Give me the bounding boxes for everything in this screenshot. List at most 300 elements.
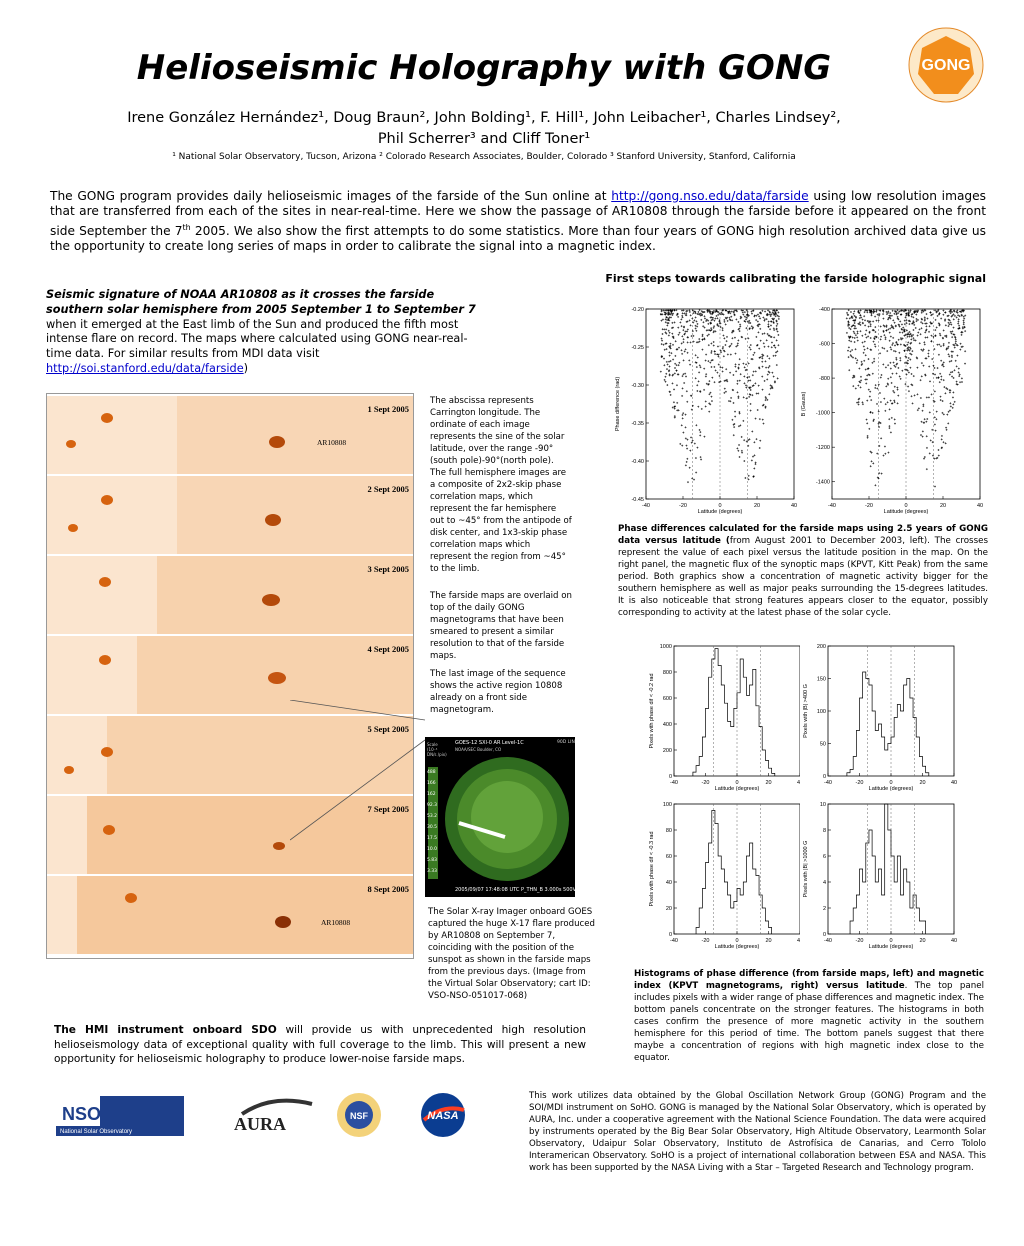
data-point bbox=[847, 350, 849, 352]
data-point bbox=[705, 400, 707, 402]
data-point bbox=[951, 311, 953, 313]
data-point bbox=[875, 320, 877, 322]
x-tick-label: 40 bbox=[790, 503, 798, 509]
map-date-label: 8 Sept 2005 bbox=[367, 884, 409, 894]
y-tick-label: 0 bbox=[822, 774, 826, 780]
data-point bbox=[862, 403, 864, 405]
data-point bbox=[769, 365, 771, 367]
data-point bbox=[705, 354, 707, 356]
data-point bbox=[676, 402, 678, 404]
poster-title: Helioseismic Holography with GONG bbox=[136, 48, 832, 88]
data-point bbox=[752, 374, 754, 376]
data-point bbox=[700, 456, 702, 458]
data-point bbox=[752, 309, 754, 311]
data-point bbox=[745, 327, 747, 329]
data-point bbox=[930, 340, 932, 342]
data-point bbox=[669, 332, 671, 334]
data-point bbox=[771, 342, 773, 344]
data-point bbox=[963, 320, 965, 322]
data-point bbox=[755, 370, 757, 372]
y-tick-label: 100 bbox=[662, 802, 672, 808]
data-point bbox=[855, 334, 857, 336]
data-point bbox=[730, 316, 732, 318]
data-point bbox=[707, 329, 709, 331]
data-point bbox=[691, 409, 693, 411]
data-point bbox=[678, 347, 680, 349]
nso-logo-subtext: National Solar Observatory bbox=[60, 1129, 133, 1135]
data-point bbox=[734, 366, 736, 368]
data-point bbox=[682, 432, 684, 434]
data-point bbox=[901, 323, 903, 325]
data-point bbox=[926, 447, 928, 449]
data-point bbox=[735, 345, 737, 347]
x-tick-label: 40 bbox=[950, 938, 958, 944]
data-point bbox=[762, 419, 764, 421]
data-point bbox=[892, 319, 894, 321]
data-point bbox=[871, 314, 873, 316]
data-point bbox=[889, 340, 891, 342]
data-point bbox=[928, 355, 930, 357]
data-point bbox=[940, 345, 942, 347]
data-point bbox=[688, 309, 690, 311]
data-point bbox=[938, 312, 940, 314]
data-point bbox=[666, 361, 668, 363]
data-point bbox=[943, 386, 945, 388]
data-point bbox=[689, 450, 691, 452]
data-point bbox=[674, 355, 676, 357]
author-list bbox=[0, 108, 968, 150]
data-point bbox=[929, 325, 931, 327]
data-point bbox=[945, 442, 947, 444]
data-point bbox=[886, 329, 888, 331]
data-point bbox=[750, 403, 752, 405]
data-point bbox=[890, 376, 892, 378]
x-tick-label: 0 bbox=[889, 780, 893, 786]
data-point bbox=[894, 322, 896, 324]
data-point bbox=[686, 330, 688, 332]
data-point bbox=[911, 350, 913, 352]
data-point bbox=[948, 353, 950, 355]
data-point bbox=[700, 366, 702, 368]
data-point bbox=[742, 363, 744, 365]
nasa-logo bbox=[418, 1090, 468, 1140]
data-point bbox=[880, 401, 882, 403]
data-point bbox=[860, 314, 862, 316]
data-point bbox=[732, 374, 734, 376]
data-point bbox=[855, 357, 857, 359]
data-point bbox=[685, 310, 687, 312]
data-point bbox=[945, 427, 947, 429]
data-point bbox=[857, 310, 859, 312]
data-point bbox=[847, 325, 849, 327]
data-point bbox=[699, 434, 701, 436]
data-point bbox=[689, 364, 691, 366]
data-point bbox=[923, 458, 925, 460]
data-point bbox=[954, 344, 956, 346]
data-point bbox=[745, 384, 747, 386]
connector-lines bbox=[290, 700, 430, 850]
intro-text: The GONG program provides daily helioseismic images of the farside of the Sun online at bbox=[50, 189, 612, 203]
data-point bbox=[900, 314, 902, 316]
data-point bbox=[936, 411, 938, 413]
data-point bbox=[913, 324, 915, 326]
data-point bbox=[894, 386, 896, 388]
data-point bbox=[726, 336, 728, 338]
data-point bbox=[854, 341, 856, 343]
data-point bbox=[761, 310, 763, 312]
data-point bbox=[665, 381, 667, 383]
data-point bbox=[850, 340, 852, 342]
data-point bbox=[848, 369, 850, 371]
data-point bbox=[856, 359, 858, 361]
data-point bbox=[723, 337, 725, 339]
data-point bbox=[665, 328, 667, 330]
data-point bbox=[943, 413, 945, 415]
data-point bbox=[944, 320, 946, 322]
goes-scale-value: 10.0 bbox=[427, 847, 438, 852]
data-point bbox=[883, 348, 885, 350]
data-point bbox=[934, 390, 936, 392]
data-point bbox=[716, 317, 718, 319]
data-point bbox=[681, 424, 683, 426]
data-point bbox=[728, 346, 730, 348]
data-point bbox=[690, 436, 692, 438]
data-point bbox=[696, 384, 698, 386]
aura-logo bbox=[232, 1090, 316, 1140]
y-tick-label: 60 bbox=[665, 854, 672, 860]
data-point bbox=[765, 396, 767, 398]
data-point bbox=[690, 335, 692, 337]
data-point bbox=[712, 359, 714, 361]
data-point bbox=[735, 318, 737, 320]
data-point bbox=[734, 411, 736, 413]
data-point bbox=[890, 400, 892, 402]
goes-sxi-image bbox=[425, 737, 575, 897]
data-point bbox=[936, 326, 938, 328]
data-point bbox=[897, 367, 899, 369]
data-point bbox=[929, 411, 931, 413]
y-tick-label: 800 bbox=[662, 670, 672, 676]
data-point bbox=[952, 344, 954, 346]
x-tick-label: 0 bbox=[735, 938, 739, 944]
data-point bbox=[921, 312, 923, 314]
data-point bbox=[748, 376, 750, 378]
data-point bbox=[961, 377, 963, 379]
data-point bbox=[670, 316, 672, 318]
x-axis-label: Latitude (degrees) bbox=[714, 944, 760, 950]
data-point bbox=[932, 441, 934, 443]
data-point bbox=[704, 315, 706, 317]
gong-logo-text: GONG bbox=[921, 57, 971, 74]
data-point bbox=[773, 345, 775, 347]
farside-map bbox=[47, 876, 413, 954]
data-point bbox=[937, 449, 939, 451]
mdi-farside-link[interactable]: http://soi.stanford.edu/data/farside bbox=[46, 361, 244, 375]
data-point bbox=[900, 343, 902, 345]
data-point bbox=[860, 386, 862, 388]
data-point bbox=[864, 319, 866, 321]
data-point bbox=[735, 353, 737, 355]
data-point bbox=[684, 350, 686, 352]
data-point bbox=[908, 310, 910, 312]
data-point bbox=[695, 424, 697, 426]
data-point bbox=[713, 366, 715, 368]
data-point bbox=[678, 409, 680, 411]
data-point bbox=[717, 345, 719, 347]
data-point bbox=[678, 364, 680, 366]
data-point bbox=[776, 339, 778, 341]
data-point bbox=[955, 360, 957, 362]
data-point bbox=[761, 376, 763, 378]
data-point bbox=[917, 319, 919, 321]
data-point bbox=[745, 338, 747, 340]
data-point bbox=[896, 387, 898, 389]
data-point bbox=[906, 349, 908, 351]
data-point bbox=[767, 309, 769, 311]
data-point bbox=[916, 393, 918, 395]
data-point bbox=[892, 390, 894, 392]
data-point bbox=[881, 473, 883, 475]
data-point bbox=[707, 360, 709, 362]
data-point bbox=[927, 353, 929, 355]
data-point bbox=[751, 325, 753, 327]
map-date-label: 3 Sept 2005 bbox=[367, 564, 409, 574]
intro-sup: th bbox=[182, 222, 191, 232]
data-point bbox=[666, 324, 668, 326]
data-point bbox=[915, 314, 917, 316]
data-point bbox=[866, 400, 868, 402]
data-point bbox=[943, 441, 945, 443]
data-point bbox=[731, 419, 733, 421]
data-point bbox=[930, 439, 932, 441]
data-point bbox=[950, 371, 952, 373]
data-point bbox=[742, 420, 744, 422]
data-point bbox=[959, 373, 961, 375]
x-tick-label: -20 bbox=[701, 780, 710, 786]
goes-caption: The Solar X-ray Imager onboard GOES captured the huge X-17 flare produced by AR10808 on September 7, coinciding with the position of the sunspot as shown in the farside maps from the previous days. (Image from the Virtual Solar Observatory; cart ID: VSO-NSO-051017-068) bbox=[428, 907, 595, 1001]
data-point bbox=[906, 319, 908, 321]
data-point bbox=[739, 456, 741, 458]
data-point bbox=[766, 339, 768, 341]
data-point bbox=[919, 342, 921, 344]
data-point bbox=[920, 333, 922, 335]
data-point bbox=[733, 426, 735, 428]
x-tick-label: 40 bbox=[796, 780, 804, 786]
data-point bbox=[743, 382, 745, 384]
data-point bbox=[947, 325, 949, 327]
data-point bbox=[762, 389, 764, 391]
data-point bbox=[767, 333, 769, 335]
data-point bbox=[880, 437, 882, 439]
data-point bbox=[710, 342, 712, 344]
data-point bbox=[935, 457, 937, 459]
data-point bbox=[917, 335, 919, 337]
data-point bbox=[719, 366, 721, 368]
data-point bbox=[708, 393, 710, 395]
data-point bbox=[710, 316, 712, 318]
x-axis-label: Latitude (degrees) bbox=[868, 944, 914, 950]
data-point bbox=[878, 319, 880, 321]
data-point bbox=[924, 316, 926, 318]
data-point bbox=[681, 335, 683, 337]
data-point bbox=[661, 309, 663, 311]
data-point bbox=[661, 333, 663, 335]
hmi-text: will provide us with unprecedented high resolution helioseismology data of exceptional quality with full coverage to the limb. This will present a new opportunity for helioseismic holography to produce lower-noise farside maps. bbox=[54, 1024, 586, 1065]
data-point bbox=[702, 334, 704, 336]
farside-map-image bbox=[47, 476, 413, 554]
data-point bbox=[767, 346, 769, 348]
data-point bbox=[745, 397, 747, 399]
y-tick-label: -600 bbox=[818, 341, 830, 348]
data-point bbox=[952, 403, 954, 405]
data-point bbox=[866, 419, 868, 421]
y-tick-label: -0.35 bbox=[631, 421, 644, 427]
data-point bbox=[677, 327, 679, 329]
data-point bbox=[711, 350, 713, 352]
data-point bbox=[739, 380, 741, 382]
data-point bbox=[707, 320, 709, 322]
data-point bbox=[735, 370, 737, 372]
data-point bbox=[682, 341, 684, 343]
data-point bbox=[703, 436, 705, 438]
data-point bbox=[724, 344, 726, 346]
data-point bbox=[675, 370, 677, 372]
data-point bbox=[931, 429, 933, 431]
data-point bbox=[857, 323, 859, 325]
data-point bbox=[893, 350, 895, 352]
data-point bbox=[737, 339, 739, 341]
seismic-signature-heading bbox=[46, 288, 486, 377]
data-point bbox=[924, 323, 926, 325]
data-point bbox=[949, 374, 951, 376]
data-point bbox=[867, 437, 869, 439]
data-point bbox=[685, 426, 687, 428]
data-point bbox=[939, 373, 941, 375]
data-point bbox=[922, 322, 924, 324]
data-point bbox=[866, 311, 868, 313]
data-point bbox=[953, 318, 955, 320]
data-point bbox=[672, 327, 674, 329]
y-tick-label: -1400 bbox=[815, 479, 830, 486]
data-point bbox=[943, 329, 945, 331]
data-point bbox=[885, 385, 887, 387]
data-point bbox=[952, 407, 954, 409]
data-point bbox=[680, 318, 682, 320]
data-point bbox=[880, 377, 882, 379]
data-point bbox=[868, 326, 870, 328]
data-point bbox=[714, 318, 716, 320]
data-point bbox=[745, 387, 747, 389]
data-point bbox=[888, 427, 890, 429]
data-point bbox=[759, 440, 761, 442]
data-point bbox=[949, 402, 951, 404]
y-tick-label: 200 bbox=[816, 644, 826, 650]
data-point bbox=[708, 380, 710, 382]
data-point bbox=[727, 312, 729, 314]
data-point bbox=[891, 373, 893, 375]
data-point bbox=[697, 323, 699, 325]
data-point bbox=[774, 381, 776, 383]
data-point bbox=[752, 456, 754, 458]
data-point bbox=[882, 455, 884, 457]
data-point bbox=[894, 418, 896, 420]
data-point bbox=[943, 345, 945, 347]
data-point bbox=[718, 363, 720, 365]
data-point bbox=[690, 341, 692, 343]
data-point bbox=[757, 314, 759, 316]
data-point bbox=[691, 477, 693, 479]
data-point bbox=[886, 350, 888, 352]
data-point bbox=[775, 355, 777, 357]
data-point bbox=[713, 341, 715, 343]
data-point bbox=[767, 374, 769, 376]
data-point bbox=[736, 383, 738, 385]
data-point bbox=[770, 388, 772, 390]
goes-header: GOES-12 SXI-0 AR Level-1C bbox=[455, 740, 524, 746]
data-point bbox=[873, 341, 875, 343]
gong-farside-link[interactable]: http://gong.nso.edu/data/farside bbox=[611, 189, 809, 203]
x-tick-label: -40 bbox=[670, 938, 678, 944]
data-point bbox=[889, 362, 891, 364]
data-point bbox=[713, 320, 715, 322]
data-point bbox=[755, 336, 757, 338]
data-point bbox=[687, 352, 689, 354]
data-point bbox=[897, 316, 899, 318]
data-point bbox=[940, 317, 942, 319]
data-point bbox=[666, 348, 668, 350]
data-point bbox=[685, 437, 687, 439]
data-point bbox=[678, 362, 680, 364]
data-point bbox=[931, 358, 933, 360]
data-point bbox=[867, 435, 869, 437]
data-point bbox=[909, 336, 911, 338]
data-point bbox=[667, 363, 669, 365]
data-point bbox=[887, 452, 889, 454]
data-point bbox=[742, 314, 744, 316]
data-point bbox=[738, 444, 740, 446]
data-point bbox=[758, 385, 760, 387]
data-point bbox=[874, 326, 876, 328]
data-point bbox=[926, 435, 928, 437]
data-point bbox=[669, 373, 671, 375]
goes-corner: 90D LIN bbox=[557, 740, 575, 745]
data-point bbox=[758, 348, 760, 350]
data-point bbox=[758, 367, 760, 369]
data-point bbox=[685, 312, 687, 314]
data-point bbox=[710, 366, 712, 368]
data-point bbox=[941, 435, 943, 437]
y-axis-label: B (Gauss) bbox=[801, 391, 807, 417]
data-point bbox=[928, 331, 930, 333]
y-tick-label: -0.20 bbox=[631, 307, 644, 313]
data-point bbox=[749, 379, 751, 381]
data-point bbox=[701, 310, 703, 312]
data-point bbox=[909, 359, 911, 361]
data-point bbox=[682, 387, 684, 389]
data-point bbox=[705, 375, 707, 377]
data-point bbox=[954, 369, 956, 371]
data-point bbox=[695, 377, 697, 379]
y-tick-label: 600 bbox=[662, 696, 672, 702]
data-point bbox=[725, 391, 727, 393]
data-point bbox=[876, 403, 878, 405]
data-point bbox=[732, 389, 734, 391]
data-point bbox=[694, 443, 696, 445]
data-point bbox=[923, 365, 925, 367]
data-point bbox=[865, 354, 867, 356]
data-point bbox=[674, 408, 676, 410]
field-scatter-plot bbox=[798, 303, 986, 515]
